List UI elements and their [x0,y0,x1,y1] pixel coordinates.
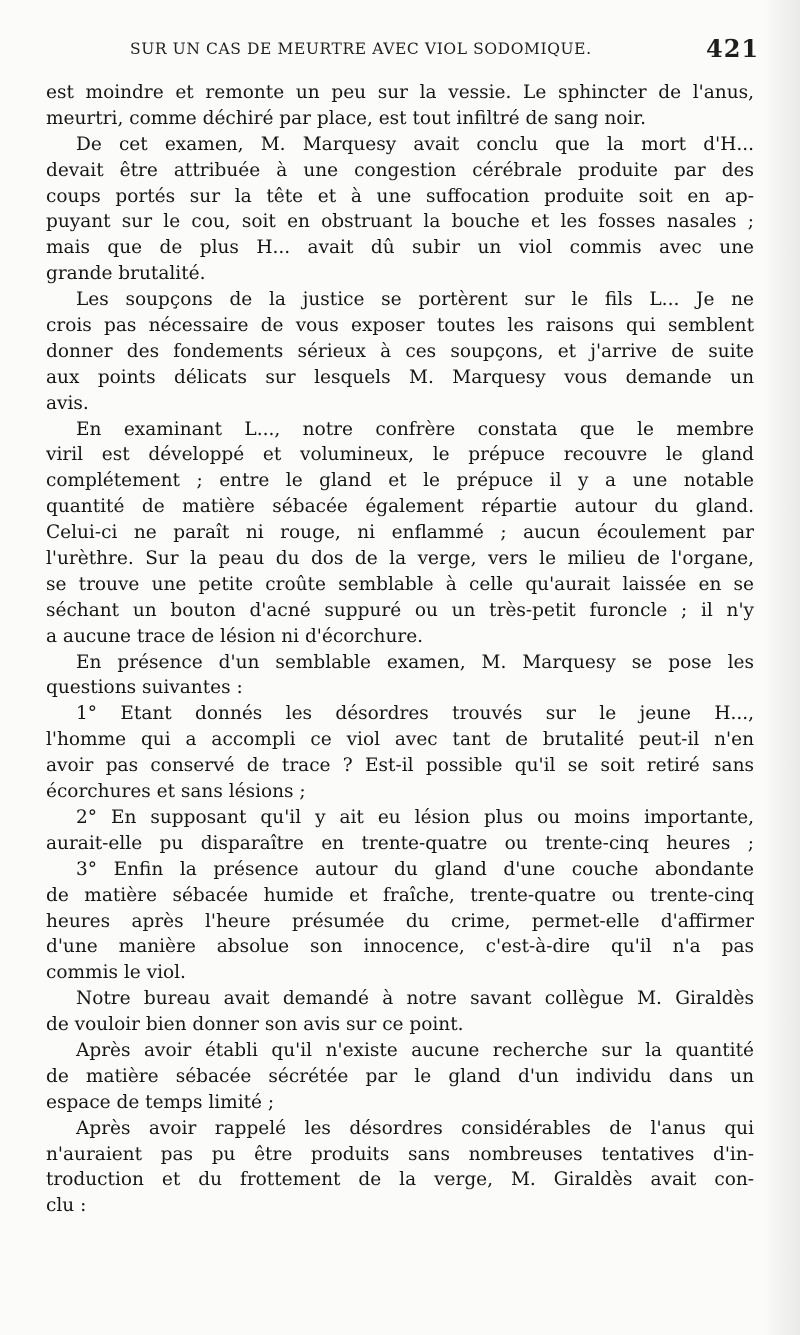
text-line: de matière sébacée sécrétée par le gland d'un individu dans un [46,1065,754,1087]
text-line: Notre bureau avait demandé à notre savant collègue M. Giraldès [76,988,754,1010]
text-line: séchant un bouton d'acné suppuré ou un très-petit furoncle ; il n'y [46,599,754,621]
text-line: se trouve une petite croûte semblable à celle qu'aurait laissée en se [46,573,754,595]
text-line: 2° En supposant qu'il y ait eu lésion plus ou moins importante, [76,806,754,828]
text-line: grande brutalité. [46,263,206,285]
text-line: clu : [46,1195,87,1217]
page-number: 421 [706,34,760,63]
text-line: avoir pas conservé de trace ? Est-il possible qu'il se soit retiré sans [46,755,754,777]
text-line: Après avoir rappelé les désordres considérables de l'anus qui [76,1117,754,1139]
text-line: crois pas nécessaire de vous exposer toutes les raisons qui semblent [46,315,754,337]
text-line: heures après l'heure présumée du crime, permet-elle d'affirmer [46,910,754,932]
text-line: écorchures et sans lésions ; [46,781,306,803]
page-edge-shadow [762,0,800,1335]
text-line: En examinant L..., notre confrère constata que le membre [76,418,754,440]
text-line: quantité de matière sébacée également répartie autour du gland. [46,496,754,518]
text-line: meurtri, comme déchiré par place, est tout infiltré de sang noir. [46,107,646,129]
text-line: commis le viol. [46,962,186,984]
text-line: devait être attribuée à une congestion cérébrale produite par des [46,159,754,181]
text-line: d'une manière absolue son innocence, c'est-à-dire qu'il n'a pas [46,936,754,958]
text-line: Les soupçons de la justice se portèrent sur le fils L... Je ne [76,289,754,311]
text-line: 3° Enfin la présence autour du gland d'une couche abondante [76,858,754,880]
text-line: avis. [46,392,89,414]
text-line: questions suivantes : [46,677,243,699]
text-line: aurait-elle pu disparaître en trente-quatre ou trente-cinq heures ; [46,832,754,854]
text-line: troduction et du frottement de la verge, M. Giraldès avait con- [46,1169,754,1191]
text-line: complétement ; entre le gland et le prépuce il y a une notable [46,470,754,492]
running-title: SUR UN CAS DE MEURTRE AVEC VIOL SODOMIQUE. [130,40,592,58]
text-line: Après avoir établi qu'il n'existe aucune recherche sur la quantité [76,1039,754,1061]
text-line: a aucune trace de lésion ni d'écorchure. [46,625,424,647]
text-line: donner des fondements sérieux à ces soupçons, et j'arrive de suite [46,340,754,362]
text-line: l'urèthre. Sur la peau du dos de la verge, vers le milieu de l'organe, [46,548,754,570]
text-line: En présence d'un semblable examen, M. Marquesy se pose les [76,651,754,673]
text-line: aux points délicats sur lesquels M. Marquesy vous demande un [46,366,754,388]
text-line: viril est développé et volumineux, le prépuce recouvre le gland [46,444,754,466]
text-line: 1° Etant donnés les désordres trouvés sur le jeune H..., [76,703,754,725]
text-line: mais que de plus H... avait dû subir un viol commis avec une [46,237,754,259]
text-line: Celui-ci ne paraît ni rouge, ni enflammé ; aucun écoulement par [46,522,754,544]
text-line: de vouloir bien donner son avis sur ce point. [46,1014,464,1036]
text-line: De cet examen, M. Marquesy avait conclu que la mort d'H... [76,133,754,155]
text-line: l'homme qui a accompli ce viol avec tant de brutalité peut-il n'en [46,729,754,751]
text-line: n'auraient pas pu être produits sans nombreuses tentatives d'in- [46,1143,754,1165]
text-line: puyant sur le cou, soit en obstruant la bouche et les fosses nasales ; [46,211,754,233]
body-text [46,80,754,1219]
running-header [0,34,800,68]
text-line: est moindre et remonte un peu sur la vessie. Le sphincter de l'anus, [46,82,754,103]
text-line: espace de temps limité ; [46,1091,275,1113]
text-line: coups portés sur la tête et à une suffocation produite soit en ap- [46,185,754,207]
text-line: de matière sébacée humide et fraîche, trente-quatre ou trente-cinq [46,884,754,906]
